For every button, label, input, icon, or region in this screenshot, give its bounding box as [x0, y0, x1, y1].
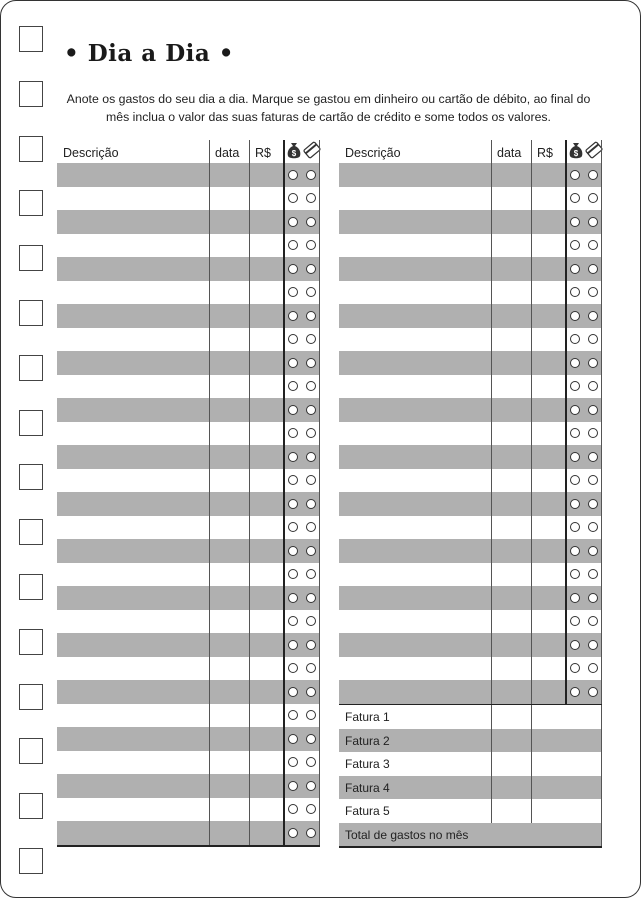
cash-radio[interactable]	[288, 593, 298, 603]
card-radio[interactable]	[588, 264, 598, 274]
cash-radio[interactable]	[570, 475, 580, 485]
card-radio[interactable]	[306, 804, 316, 814]
cash-radio[interactable]	[288, 757, 298, 767]
column-divider	[565, 140, 567, 704]
card-radio[interactable]	[306, 569, 316, 579]
cash-radio[interactable]	[570, 593, 580, 603]
side-tab[interactable]	[19, 848, 43, 874]
card-radio[interactable]	[588, 381, 598, 391]
column-divider	[249, 140, 250, 845]
cash-radio[interactable]	[288, 734, 298, 744]
summary-label: Total de gastos no mês	[345, 827, 469, 842]
side-tab[interactable]	[19, 300, 43, 326]
cash-radio[interactable]	[570, 264, 580, 274]
cash-radio[interactable]	[288, 311, 298, 321]
cash-radio[interactable]	[288, 804, 298, 814]
card-radio[interactable]	[306, 546, 316, 556]
card-radio[interactable]	[306, 170, 316, 180]
card-radio[interactable]	[306, 358, 316, 368]
table-bottom-line	[57, 845, 320, 847]
cash-radio[interactable]	[288, 546, 298, 556]
card-radio[interactable]	[588, 663, 598, 673]
summary-label: Fatura 4	[345, 780, 390, 795]
cash-radio[interactable]	[570, 522, 580, 532]
side-tab[interactable]	[19, 464, 43, 490]
cash-radio[interactable]	[570, 569, 580, 579]
side-tab[interactable]	[19, 81, 43, 107]
cash-radio[interactable]	[288, 569, 298, 579]
svg-text:$: $	[573, 149, 579, 158]
cash-radio[interactable]	[288, 334, 298, 344]
instructions	[56, 90, 601, 126]
cash-radio[interactable]	[570, 240, 580, 250]
cash-radio[interactable]	[288, 475, 298, 485]
fatura-row[interactable]	[339, 729, 602, 753]
cash-radio[interactable]	[570, 358, 580, 368]
instructions-line-1: Anote os gastos do seu dia a dia. Marque se gastou em dinheiro ou cartão de débito, ao final do	[66, 92, 591, 106]
header-description: Descrição	[345, 146, 401, 160]
cash-radio[interactable]	[570, 193, 580, 203]
header-date: data	[215, 146, 240, 160]
side-tab[interactable]	[19, 136, 43, 162]
card-radio[interactable]	[588, 616, 598, 626]
cash-radio[interactable]	[288, 616, 298, 626]
side-tab[interactable]	[19, 793, 43, 819]
card-radio[interactable]	[306, 405, 316, 415]
card-radio[interactable]	[306, 616, 316, 626]
table-bottom-line	[339, 846, 602, 848]
card-radio[interactable]	[588, 569, 598, 579]
card-radio[interactable]	[306, 334, 316, 344]
total-row[interactable]	[339, 823, 602, 847]
cash-radio[interactable]	[570, 334, 580, 344]
card-radio[interactable]	[306, 287, 316, 297]
card-radio[interactable]	[306, 734, 316, 744]
side-tab[interactable]	[19, 629, 43, 655]
card-radio[interactable]	[306, 593, 316, 603]
cash-radio[interactable]	[288, 663, 298, 673]
cash-radio[interactable]	[570, 428, 580, 438]
card-radio[interactable]	[588, 405, 598, 415]
card-radio[interactable]	[588, 522, 598, 532]
column-divider	[491, 140, 492, 704]
cash-radio[interactable]	[570, 663, 580, 673]
card-radio[interactable]	[588, 358, 598, 368]
card-radio[interactable]	[588, 170, 598, 180]
fatura-row[interactable]	[339, 776, 602, 800]
summary-label: Fatura 5	[345, 804, 390, 818]
card-radio[interactable]	[306, 264, 316, 274]
card-radio[interactable]	[306, 757, 316, 767]
column-divider	[601, 140, 602, 704]
cash-radio[interactable]	[288, 499, 298, 509]
cash-radio[interactable]	[570, 217, 580, 227]
card-radio[interactable]	[588, 687, 598, 697]
card-radio[interactable]	[588, 217, 598, 227]
side-tab[interactable]	[19, 519, 43, 545]
cash-radio[interactable]	[288, 405, 298, 415]
cash-radio[interactable]	[570, 499, 580, 509]
page-title: • Dia a Dia •	[64, 40, 235, 67]
card-radio[interactable]	[588, 546, 598, 556]
cash-radio[interactable]	[570, 287, 580, 297]
card-radio[interactable]	[306, 240, 316, 250]
cash-radio[interactable]	[288, 710, 298, 720]
card-radio[interactable]	[588, 240, 598, 250]
card-radio[interactable]	[306, 217, 316, 227]
cash-radio[interactable]	[288, 687, 298, 697]
column-divider	[531, 705, 532, 823]
column-divider	[491, 705, 492, 823]
fatura-row[interactable]	[339, 799, 602, 823]
card-radio[interactable]	[306, 381, 316, 391]
column-divider	[209, 140, 210, 845]
cash-radio[interactable]	[288, 193, 298, 203]
side-tab[interactable]	[19, 355, 43, 381]
card-radio[interactable]	[588, 334, 598, 344]
header-amount: R$	[255, 146, 271, 160]
column-divider	[283, 140, 285, 845]
card-radio[interactable]	[588, 593, 598, 603]
summary-label: Fatura 2	[345, 733, 390, 748]
cash-radio[interactable]	[288, 452, 298, 462]
card-radio[interactable]	[306, 663, 316, 673]
cash-radio[interactable]	[570, 546, 580, 556]
cash-radio[interactable]	[570, 170, 580, 180]
card-radio[interactable]	[306, 522, 316, 532]
side-tab[interactable]	[19, 684, 43, 710]
card-radio[interactable]	[588, 452, 598, 462]
side-tab[interactable]	[19, 574, 43, 600]
money-bag-icon	[568, 141, 584, 161]
card-radio[interactable]	[588, 193, 598, 203]
card-radio[interactable]	[306, 311, 316, 321]
cash-radio[interactable]	[288, 217, 298, 227]
column-divider	[531, 140, 532, 704]
card-radio[interactable]	[306, 193, 316, 203]
card-radio[interactable]	[588, 311, 598, 321]
card-radio[interactable]	[306, 428, 316, 438]
card-radio[interactable]	[306, 781, 316, 791]
card-radio[interactable]	[588, 499, 598, 509]
cash-radio[interactable]	[288, 358, 298, 368]
card-radio[interactable]	[588, 287, 598, 297]
card-radio[interactable]	[588, 475, 598, 485]
summary-label: Fatura 1	[345, 710, 390, 724]
cash-radio[interactable]	[288, 287, 298, 297]
instructions-line-2: mês inclua o valor das suas faturas de cartão de crédito e some todos os valores.	[106, 110, 551, 124]
cash-radio[interactable]	[288, 240, 298, 250]
cash-radio[interactable]	[570, 616, 580, 626]
cash-radio[interactable]	[288, 428, 298, 438]
side-tab[interactable]	[19, 245, 43, 271]
card-radio[interactable]	[588, 428, 598, 438]
cash-radio[interactable]	[570, 687, 580, 697]
card-radio[interactable]	[588, 640, 598, 650]
card-radio[interactable]	[306, 710, 316, 720]
money-bag-icon	[286, 141, 302, 161]
column-divider	[601, 705, 602, 846]
cash-radio[interactable]	[288, 781, 298, 791]
summary-label: Fatura 3	[345, 757, 390, 771]
card-radio[interactable]	[306, 640, 316, 650]
cash-radio[interactable]	[288, 640, 298, 650]
fatura-row[interactable]	[339, 705, 602, 729]
cash-radio[interactable]	[288, 170, 298, 180]
side-tab[interactable]	[19, 190, 43, 216]
card-radio[interactable]	[306, 499, 316, 509]
column-divider	[319, 140, 320, 845]
cash-radio[interactable]	[570, 640, 580, 650]
svg-text:$: $	[291, 149, 297, 158]
header-date: data	[497, 146, 522, 160]
card-radio[interactable]	[306, 687, 316, 697]
cash-radio[interactable]	[288, 522, 298, 532]
cash-radio[interactable]	[570, 405, 580, 415]
header-amount: R$	[537, 146, 553, 160]
card-radio[interactable]	[306, 452, 316, 462]
side-tab[interactable]	[19, 26, 43, 52]
cash-radio[interactable]	[570, 311, 580, 321]
cash-radio[interactable]	[570, 452, 580, 462]
cash-radio[interactable]	[288, 828, 298, 838]
cash-radio[interactable]	[288, 264, 298, 274]
fatura-row[interactable]	[339, 752, 602, 776]
cash-radio[interactable]	[570, 381, 580, 391]
card-radio[interactable]	[306, 475, 316, 485]
side-tab[interactable]	[19, 738, 43, 764]
side-tab[interactable]	[19, 410, 43, 436]
card-radio[interactable]	[306, 828, 316, 838]
header-description: Descrição	[63, 146, 119, 160]
cash-radio[interactable]	[288, 381, 298, 391]
